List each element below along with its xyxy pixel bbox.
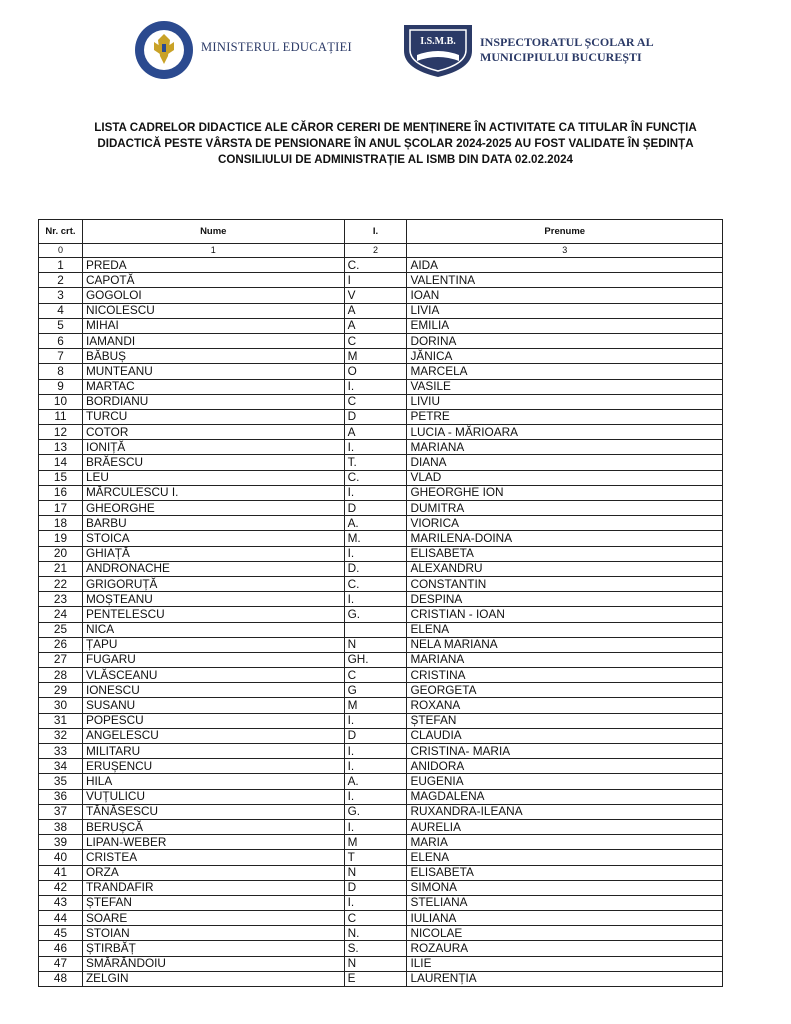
row-initiala: I [344, 273, 407, 288]
row-prenume: ILIE [407, 956, 723, 971]
row-nume: FUGARU [82, 652, 344, 667]
row-nume: ANGELESCU [82, 728, 344, 743]
row-nr: 35 [39, 774, 83, 789]
row-prenume: ALEXANDRU [407, 561, 723, 576]
row-nr: 1 [39, 258, 83, 273]
row-nr: 6 [39, 333, 83, 348]
row-nr: 41 [39, 865, 83, 880]
row-nr: 12 [39, 425, 83, 440]
row-nume: ZELGIN [82, 971, 344, 986]
row-nr: 31 [39, 713, 83, 728]
row-initiala: N [344, 865, 407, 880]
row-prenume: ROXANA [407, 698, 723, 713]
row-nr: 48 [39, 971, 83, 986]
row-prenume: PETRE [407, 409, 723, 424]
column-index: 1 [82, 244, 344, 258]
table-row [39, 926, 723, 941]
row-prenume: MARILENA-DOINA [407, 531, 723, 546]
row-nr: 10 [39, 394, 83, 409]
row-prenume: CRISTINA- MARIA [407, 744, 723, 759]
table-row [39, 744, 723, 759]
row-initiala: D [344, 409, 407, 424]
row-initiala: A [344, 318, 407, 333]
row-nume: CAPOTĂ [82, 273, 344, 288]
row-prenume: NICOLAE [407, 926, 723, 941]
column-index: 2 [344, 244, 407, 258]
title-line-1: LISTA CADRELOR DIDACTICE ALE CĂROR CERERI DE MENȚINERE ÎN ACTIVITATE CA TITULAR ÎN FUNCȚIA [94, 121, 697, 134]
row-prenume: GEORGETA [407, 683, 723, 698]
row-nr: 43 [39, 895, 83, 910]
row-nume: VLĂSCEANU [82, 668, 344, 683]
table-row [39, 561, 723, 576]
row-initiala: M. [344, 531, 407, 546]
table-row [39, 576, 723, 591]
row-nr: 26 [39, 637, 83, 652]
row-prenume: SIMONA [407, 880, 723, 895]
row-prenume: MARIANA [407, 440, 723, 455]
header-initiala: I. [344, 220, 407, 244]
table-row [39, 303, 723, 318]
row-initiala: M [344, 698, 407, 713]
header-prenume: Prenume [407, 220, 723, 244]
table-row [39, 971, 723, 986]
row-nr: 24 [39, 607, 83, 622]
row-nr: 2 [39, 273, 83, 288]
table-row [39, 364, 723, 379]
row-nume: SOARE [82, 911, 344, 926]
row-initiala: I. [344, 485, 407, 500]
ismb-logo-icon [401, 21, 475, 79]
row-prenume: ROZAURA [407, 941, 723, 956]
row-nume: PENTELESCU [82, 607, 344, 622]
row-nume: POPESCU [82, 713, 344, 728]
row-prenume: STELIANA [407, 895, 723, 910]
row-initiala: O [344, 364, 407, 379]
row-nr: 39 [39, 835, 83, 850]
row-nume: GOGOLOI [82, 288, 344, 303]
table-row [39, 485, 723, 500]
row-initiala: A. [344, 516, 407, 531]
table-row [39, 880, 723, 895]
row-nr: 37 [39, 804, 83, 819]
table-row [39, 804, 723, 819]
row-prenume: ELISABETA [407, 865, 723, 880]
row-initiala: C [344, 394, 407, 409]
row-initiala: T. [344, 455, 407, 470]
row-nume: ERUȘENCU [82, 759, 344, 774]
row-prenume: CRISTIAN - IOAN [407, 607, 723, 622]
government-seal-icon [134, 20, 194, 80]
row-initiala: M [344, 349, 407, 364]
row-prenume: LUCIA - MĂRIOARA [407, 425, 723, 440]
row-nume: BERUȘCĂ [82, 819, 344, 834]
header-nr-crt: Nr. crt. [39, 220, 83, 244]
table-row [39, 516, 723, 531]
row-nume: PREDA [82, 258, 344, 273]
table-row [39, 409, 723, 424]
row-prenume: CRISTINA [407, 668, 723, 683]
row-nume: COTOR [82, 425, 344, 440]
row-nume: SMĂRĂNDOIU [82, 956, 344, 971]
row-initiala: I. [344, 713, 407, 728]
row-nr: 8 [39, 364, 83, 379]
row-nr: 21 [39, 561, 83, 576]
row-nume: BARBU [82, 516, 344, 531]
row-nume: NICOLESCU [82, 303, 344, 318]
table-row [39, 288, 723, 303]
row-initiala: I. [344, 379, 407, 394]
row-nr: 40 [39, 850, 83, 865]
table-row [39, 501, 723, 516]
row-prenume: LAURENȚIA [407, 971, 723, 986]
row-prenume: AURELIA [407, 819, 723, 834]
table-row [39, 394, 723, 409]
row-initiala: D [344, 728, 407, 743]
row-initiala: M [344, 835, 407, 850]
row-nume: TĂNĂSESCU [82, 804, 344, 819]
row-prenume: ELISABETA [407, 546, 723, 561]
table-row [39, 592, 723, 607]
row-nume: TRANDAFIR [82, 880, 344, 895]
row-initiala: V [344, 288, 407, 303]
row-initiala: G. [344, 607, 407, 622]
table-row [39, 622, 723, 637]
row-nr: 28 [39, 668, 83, 683]
row-nume: IONIȚĂ [82, 440, 344, 455]
row-initiala: T [344, 850, 407, 865]
row-nume: ANDRONACHE [82, 561, 344, 576]
row-nr: 32 [39, 728, 83, 743]
table-row [39, 759, 723, 774]
row-nr: 3 [39, 288, 83, 303]
row-nr: 14 [39, 455, 83, 470]
row-initiala [344, 622, 407, 637]
row-nr: 20 [39, 546, 83, 561]
row-initiala: C. [344, 576, 407, 591]
row-prenume: LIVIA [407, 303, 723, 318]
row-nume: BORDIANU [82, 394, 344, 409]
row-nume: ȘTEFAN [82, 895, 344, 910]
row-nr: 47 [39, 956, 83, 971]
row-nume: BRĂESCU [82, 455, 344, 470]
row-nume: NICA [82, 622, 344, 637]
table-row [39, 789, 723, 804]
table-row [39, 911, 723, 926]
row-prenume: ANIDORA [407, 759, 723, 774]
row-initiala: A. [344, 774, 407, 789]
row-initiala: I. [344, 744, 407, 759]
row-nr: 7 [39, 349, 83, 364]
row-prenume: AIDA [407, 258, 723, 273]
row-prenume: DIANA [407, 455, 723, 470]
row-nr: 29 [39, 683, 83, 698]
table-header-row [39, 220, 723, 244]
row-prenume: ȘTEFAN [407, 713, 723, 728]
row-prenume: DORINA [407, 333, 723, 348]
row-prenume: VIORICA [407, 516, 723, 531]
row-prenume: NELA MARIANA [407, 637, 723, 652]
document-title [40, 120, 751, 168]
row-initiala: I. [344, 592, 407, 607]
row-nume: IONESCU [82, 683, 344, 698]
row-nr: 15 [39, 470, 83, 485]
row-initiala: I. [344, 789, 407, 804]
row-prenume: ELENA [407, 622, 723, 637]
column-index: 0 [39, 244, 83, 258]
row-nume: MĂRCULESCU I. [82, 485, 344, 500]
row-nr: 11 [39, 409, 83, 424]
row-initiala: C [344, 668, 407, 683]
row-initiala: N [344, 637, 407, 652]
column-index: 3 [407, 244, 723, 258]
row-nr: 27 [39, 652, 83, 667]
row-prenume: MARIANA [407, 652, 723, 667]
row-nume: VUȚULICU [82, 789, 344, 804]
row-nr: 9 [39, 379, 83, 394]
table-row [39, 273, 723, 288]
table-row [39, 668, 723, 683]
row-nr: 25 [39, 622, 83, 637]
row-prenume: IULIANA [407, 911, 723, 926]
table-row [39, 349, 723, 364]
row-nr: 17 [39, 501, 83, 516]
table-row [39, 607, 723, 622]
table-row [39, 850, 723, 865]
table-row [39, 865, 723, 880]
row-nr: 30 [39, 698, 83, 713]
row-initiala: C [344, 911, 407, 926]
row-prenume: MAGDALENA [407, 789, 723, 804]
row-prenume: LIVIU [407, 394, 723, 409]
table-row [39, 531, 723, 546]
table-row [39, 440, 723, 455]
row-nume: ORZA [82, 865, 344, 880]
row-initiala: I. [344, 819, 407, 834]
row-nume: HILA [82, 774, 344, 789]
row-initiala: D [344, 880, 407, 895]
table-row [39, 333, 723, 348]
table-row [39, 318, 723, 333]
title-line-2: DIDACTICĂ PESTE VÂRSTA DE PENSIONARE ÎN ANUL ȘCOLAR 2024-2025 AU FOST VALIDATE ÎN ȘEDINȚA [97, 137, 694, 150]
row-nume: STOICA [82, 531, 344, 546]
row-nume: MOȘTEANU [82, 592, 344, 607]
row-nr: 44 [39, 911, 83, 926]
row-initiala: GH. [344, 652, 407, 667]
table-row [39, 683, 723, 698]
row-prenume: IOAN [407, 288, 723, 303]
row-initiala: G. [344, 804, 407, 819]
row-prenume: DUMITRA [407, 501, 723, 516]
row-nume: GHEORGHE [82, 501, 344, 516]
row-prenume: VALENTINA [407, 273, 723, 288]
row-prenume: DESPINA [407, 592, 723, 607]
row-nr: 5 [39, 318, 83, 333]
header-nume: Nume [82, 220, 344, 244]
row-nume: LEU [82, 470, 344, 485]
row-prenume: CONSTANTIN [407, 576, 723, 591]
table-row [39, 698, 723, 713]
row-initiala: A [344, 425, 407, 440]
inspectorate-name-line1: INSPECTORATUL ȘCOLAR AL [480, 35, 654, 49]
row-nume: BĂBUȘ [82, 349, 344, 364]
row-initiala: D [344, 501, 407, 516]
table-row [39, 956, 723, 971]
table-row [39, 455, 723, 470]
row-nr: 34 [39, 759, 83, 774]
row-nume: GHIAȚĂ [82, 546, 344, 561]
row-nume: TURCU [82, 409, 344, 424]
table-row [39, 819, 723, 834]
inspectorate-name [480, 35, 654, 65]
row-nume: GRIGORUȚĂ [82, 576, 344, 591]
row-nume: IAMANDI [82, 333, 344, 348]
row-initiala: I. [344, 546, 407, 561]
table-body [39, 258, 723, 987]
row-nr: 22 [39, 576, 83, 591]
row-nume: MUNTEANU [82, 364, 344, 379]
row-nume: STOIAN [82, 926, 344, 941]
table-row [39, 258, 723, 273]
row-nr: 33 [39, 744, 83, 759]
row-initiala: C [344, 333, 407, 348]
row-initiala: N [344, 956, 407, 971]
row-prenume: JĂNICA [407, 349, 723, 364]
row-prenume: EMILIA [407, 318, 723, 333]
row-prenume: VLAD [407, 470, 723, 485]
row-initiala: E [344, 971, 407, 986]
table-row [39, 379, 723, 394]
column-index-row [39, 244, 723, 258]
table-row [39, 470, 723, 485]
title-line-3: CONSILIULUI DE ADMINISTRAȚIE AL ISMB DIN DATA 02.02.2024 [218, 153, 573, 166]
row-initiala: C. [344, 470, 407, 485]
row-prenume: CLAUDIA [407, 728, 723, 743]
row-nume: ȘTIRBĂȚ [82, 941, 344, 956]
table-row [39, 895, 723, 910]
row-initiala: S. [344, 941, 407, 956]
row-prenume: MARCELA [407, 364, 723, 379]
row-initiala: N. [344, 926, 407, 941]
ismb-logo-text: I.S.M.B. [420, 36, 456, 47]
table-row [39, 835, 723, 850]
row-prenume: VASILE [407, 379, 723, 394]
row-initiala: I. [344, 759, 407, 774]
row-prenume: GHEORGHE ION [407, 485, 723, 500]
table-row [39, 637, 723, 652]
row-nr: 36 [39, 789, 83, 804]
row-prenume: RUXANDRA-ILEANA [407, 804, 723, 819]
inspectorate-name-line2: MUNICIPIULUI BUCUREȘTI [480, 50, 642, 64]
row-nr: 38 [39, 819, 83, 834]
teachers-table [38, 219, 723, 987]
table-row [39, 941, 723, 956]
table-row [39, 546, 723, 561]
row-initiala: D. [344, 561, 407, 576]
table-row [39, 652, 723, 667]
row-initiala: I. [344, 440, 407, 455]
row-nr: 13 [39, 440, 83, 455]
table-row [39, 728, 723, 743]
row-nr: 4 [39, 303, 83, 318]
row-nr: 16 [39, 485, 83, 500]
row-initiala: A [344, 303, 407, 318]
row-nr: 18 [39, 516, 83, 531]
row-nr: 46 [39, 941, 83, 956]
row-prenume: ELENA [407, 850, 723, 865]
row-nr: 23 [39, 592, 83, 607]
row-nume: SUSANU [82, 698, 344, 713]
row-nume: MIHAI [82, 318, 344, 333]
row-nr: 19 [39, 531, 83, 546]
row-nume: CRISTEA [82, 850, 344, 865]
table-row [39, 774, 723, 789]
row-initiala: C. [344, 258, 407, 273]
row-nume: MARTAC [82, 379, 344, 394]
row-nr: 45 [39, 926, 83, 941]
row-initiala: G [344, 683, 407, 698]
ministry-name: MINISTERUL EDUCAȚIEI [201, 40, 353, 54]
row-nume: ȚAPU [82, 637, 344, 652]
table-row [39, 713, 723, 728]
letterhead [0, 0, 791, 100]
row-nume: MILITARU [82, 744, 344, 759]
row-prenume: EUGENIA [407, 774, 723, 789]
row-nume: LIPAN-WEBER [82, 835, 344, 850]
row-initiala: I. [344, 895, 407, 910]
row-prenume: MARIA [407, 835, 723, 850]
table-row [39, 425, 723, 440]
row-nr: 42 [39, 880, 83, 895]
